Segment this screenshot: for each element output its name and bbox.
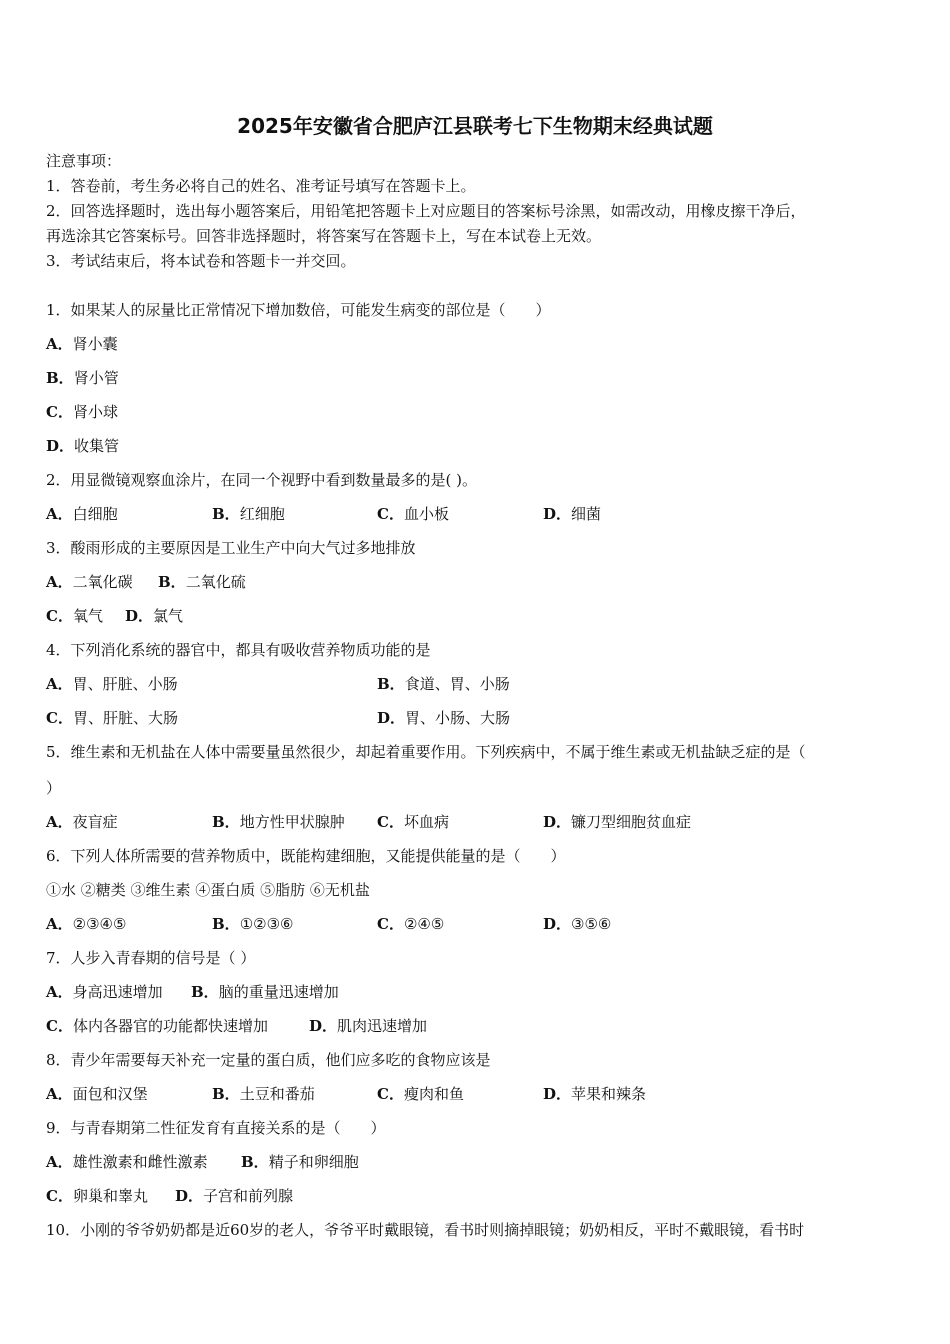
question-1-stem: 1．如果某人的尿量比正常情况下增加数倍，可能发生病变的部位是（ ）: [46, 301, 551, 319]
question-7-option-a: A．身高迅速增加: [46, 983, 163, 1001]
question-3-stem: 3．酸雨形成的主要原因是工业生产中向大气过多地排放: [46, 539, 416, 557]
page-title: 2025年安徽省合肥庐江县联考七下生物期末经典试题: [237, 114, 713, 138]
question-8-option-d: D．苹果和辣条: [543, 1085, 647, 1103]
question-5-option-a: A．夜盲症: [46, 813, 118, 831]
question-4-stem: 4．下列消化系统的器官中，都具有吸收营养物质功能的是: [46, 641, 431, 659]
question-9-option-c: C．卵巢和睾丸: [46, 1187, 148, 1205]
question-1-option-b: B．肾小管: [46, 369, 119, 387]
notice-item: 再选涂其它答案标号。回答非选择题时，将答案写在答题卡上，写在本试卷上无效。: [46, 227, 602, 245]
question-1-option-d: D．收集管: [46, 437, 120, 455]
question-10-stem: 10．小刚的爷爷奶奶都是近60岁的老人，爷爷平时戴眼镜，看书时则摘掉眼镜；奶奶相反，平时不戴眼镜，看书时: [46, 1221, 805, 1239]
question-9-option-d: D．子宫和前列腺: [175, 1187, 294, 1205]
question-5-option-d: D．镰刀型细胞贫血症: [543, 813, 692, 831]
question-2-option-d: D．细菌: [543, 505, 602, 523]
question-3-option-d: D．氯气: [125, 607, 184, 625]
question-6-stem: 6．下列人体所需要的营养物质中，既能构建细胞，又能提供能量的是（ ）: [46, 847, 566, 865]
question-9-option-b: B．精子和卵细胞: [241, 1153, 359, 1171]
question-8-stem: 8．青少年需要每天补充一定量的蛋白质，他们应多吃的食物应该是: [46, 1051, 491, 1069]
question-5-stem: 5．维生素和无机盐在人体中需要量虽然很少，却起着重要作用。下列疾病中，不属于维生素或无机盐缺乏症的是（: [46, 743, 806, 761]
question-8-option-a: A．面包和汉堡: [46, 1085, 148, 1103]
question-8-option-b: B．土豆和番茄: [212, 1085, 315, 1103]
question-7-option-d: D．肌肉迅速增加: [309, 1017, 428, 1035]
question-6-option-c: C．②④⑤: [377, 915, 445, 933]
question-4-option-d: D．胃、小肠、大肠: [377, 709, 511, 727]
notice-item: 2．回答选择题时，选出每小题答案后，用铅笔把答题卡上对应题目的答案标号涂黑，如需改动，用橡皮擦干净后，: [46, 202, 806, 220]
question-5-option-b: B．地方性甲状腺肿: [212, 813, 345, 831]
question-7-option-c: C．体内各器官的功能都快速增加: [46, 1017, 268, 1035]
question-2-option-c: C．血小板: [377, 505, 449, 523]
question-4-option-b: B．食道、胃、小肠: [377, 675, 510, 693]
question-1-option-c: C．肾小球: [46, 403, 118, 421]
question-5-stem-continued: ）: [46, 779, 62, 797]
question-1-option-a: A．肾小囊: [46, 335, 118, 353]
notice-item: 3．考试结束后，将本试卷和答题卡一并交回。: [46, 252, 356, 270]
notice-heading: 注意事项：: [46, 152, 122, 170]
question-8-option-c: C．瘦肉和鱼: [377, 1085, 464, 1103]
notice-item: 1．答卷前，考生务必将自己的姓名、准考证号填写在答题卡上。: [46, 177, 476, 195]
question-4-option-c: C．胃、肝脏、大肠: [46, 709, 178, 727]
question-2-option-b: B．红细胞: [212, 505, 285, 523]
question-6-option-b: B．①②③⑥: [212, 915, 294, 933]
question-3-option-b: B．二氧化硫: [158, 573, 246, 591]
question-7-option-b: B．脑的重量迅速增加: [191, 983, 339, 1001]
question-3-option-a: A．二氧化碳: [46, 573, 133, 591]
question-9-option-a: A．雄性激素和雌性激素: [46, 1153, 208, 1171]
question-6-items: ①水 ②糖类 ③维生素 ④蛋白质 ⑤脂肪 ⑥无机盐: [46, 881, 370, 899]
question-5-option-c: C．坏血病: [377, 813, 449, 831]
question-6-option-d: D．③⑤⑥: [543, 915, 612, 933]
question-9-stem: 9．与青春期第二性征发育有直接关系的是（ ）: [46, 1119, 386, 1137]
question-6-option-a: A．②③④⑤: [46, 915, 127, 933]
question-7-stem: 7．人步入青春期的信号是（ ）: [46, 949, 256, 967]
question-3-option-c: C．氧气: [46, 607, 103, 625]
question-4-option-a: A．胃、肝脏、小肠: [46, 675, 178, 693]
question-2-option-a: A．白细胞: [46, 505, 118, 523]
question-2-stem: 2．用显微镜观察血涂片，在同一个视野中看到数量最多的是( )。: [46, 471, 478, 489]
